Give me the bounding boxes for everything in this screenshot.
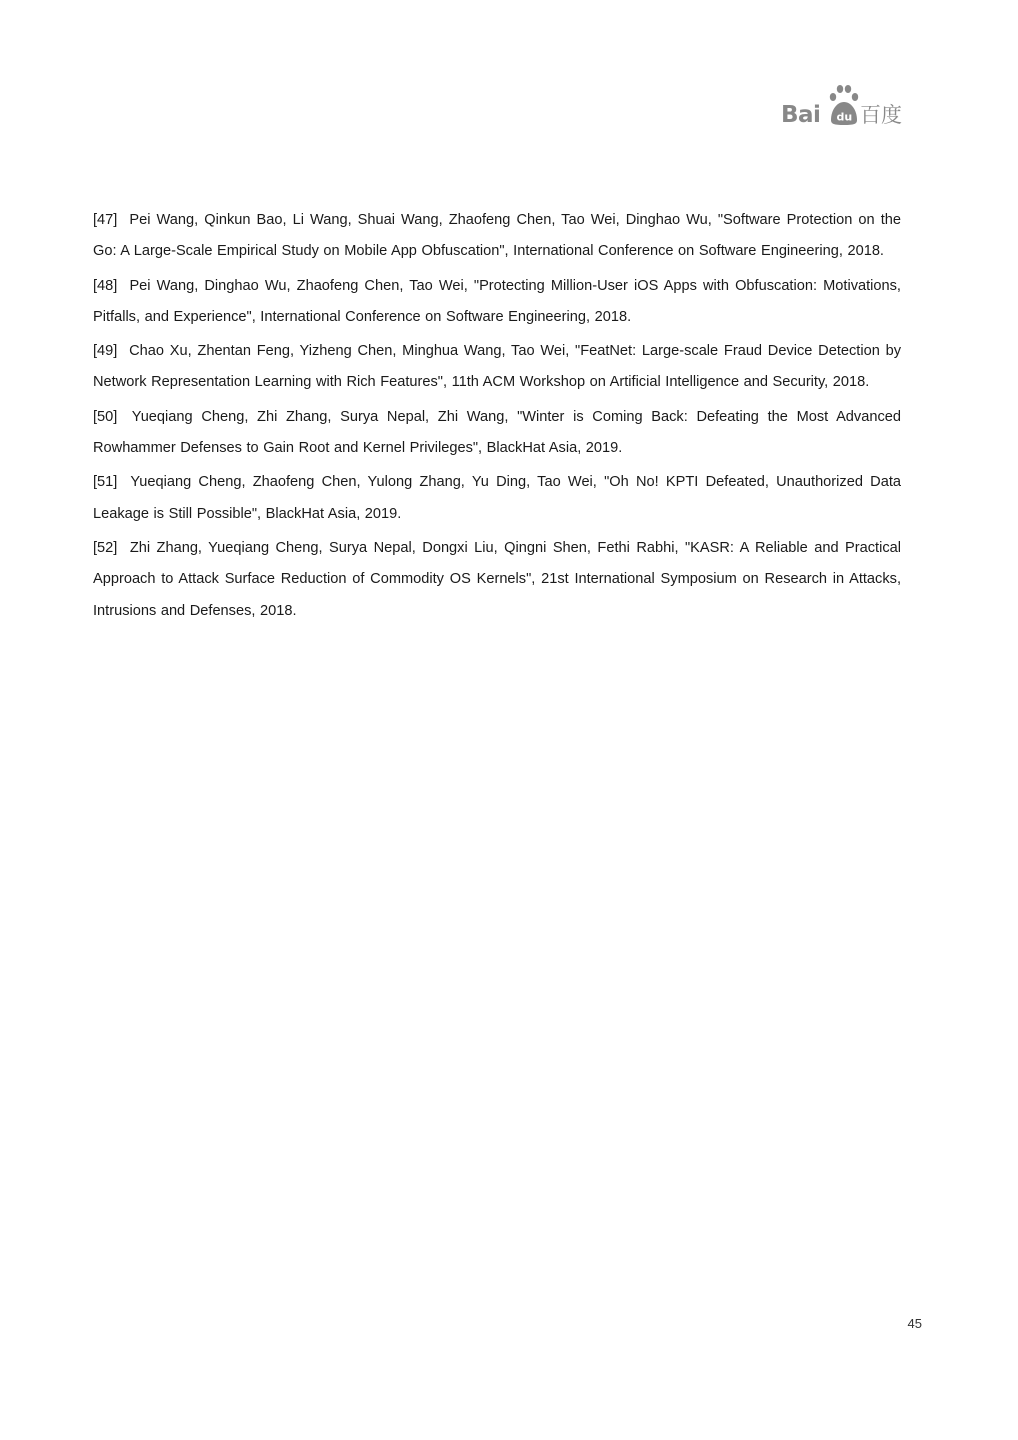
reference-text: Zhi Zhang, Yueqiang Cheng, Surya Nepal, Dongxi Liu, Qingni Shen, Fethi Rabhi, "KASR: A Reliable and Practical Approach to Attack Surface Reduction of Commodity OS Kernels", 21st International Symposium on Research in Attacks, Intrusions and Defenses, 2018. (93, 539, 901, 619)
reference-item (93, 205, 901, 268)
reference-text: Pei Wang, Dinghao Wu, Zhaofeng Chen, Tao Wei, "Protecting Million-User iOS Apps with Obfuscation: Motivations, Pitfalls, and Experience", International Conference on Software Engineering, 2018. (93, 277, 901, 325)
reference-number: [51] (93, 474, 118, 491)
svg-text:百度: 百度 (860, 103, 902, 127)
svg-text:Bai: Bai (781, 102, 821, 128)
reference-item (93, 402, 901, 465)
svg-text:du: du (836, 110, 853, 124)
reference-number: [48] (93, 277, 118, 294)
reference-text: Chao Xu, Zhentan Feng, Yizheng Chen, Minghua Wang, Tao Wei, "FeatNet: Large-scale Fraud Device Detection by Network Representation Learning with Rich Features", 11th ACM Workshop on Artificial Intelligence and Security, 2018. (93, 343, 901, 391)
baidu-paw-logo-icon (780, 80, 906, 130)
reference-number: [50] (93, 408, 118, 425)
reference-item (93, 467, 901, 530)
reference-item (93, 336, 901, 399)
reference-item (93, 533, 901, 627)
reference-text: Yueqiang Cheng, Zhaofeng Chen, Yulong Zhang, Yu Ding, Tao Wei, "Oh No! KPTI Defeated, Unauthorized Data Leakage is Still Possible", BlackHat Asia, 2019. (93, 474, 901, 522)
reference-list (93, 205, 901, 630)
reference-number: [52] (93, 539, 118, 556)
page-number: 45 (907, 1316, 922, 1331)
reference-number: [47] (93, 212, 118, 228)
reference-text: Pei Wang, Qinkun Bao, Li Wang, Shuai Wang, Zhaofeng Chen, Tao Wei, Dinghao Wu, "Software Protection on the Go: A Large-Scale Empirical Study on Mobile App Obfuscation", International Conference on Software Engineering, 2018. (93, 212, 902, 260)
baidu-logo (780, 80, 906, 130)
reference-item (93, 271, 901, 334)
reference-text: Yueqiang Cheng, Zhi Zhang, Surya Nepal, Zhi Wang, "Winter is Coming Back: Defeating the Most Advanced Rowhammer Defenses to Gain Root and Kernel Privileges", BlackHat Asia, 2019. (93, 408, 901, 457)
reference-number: [49] (93, 343, 118, 360)
